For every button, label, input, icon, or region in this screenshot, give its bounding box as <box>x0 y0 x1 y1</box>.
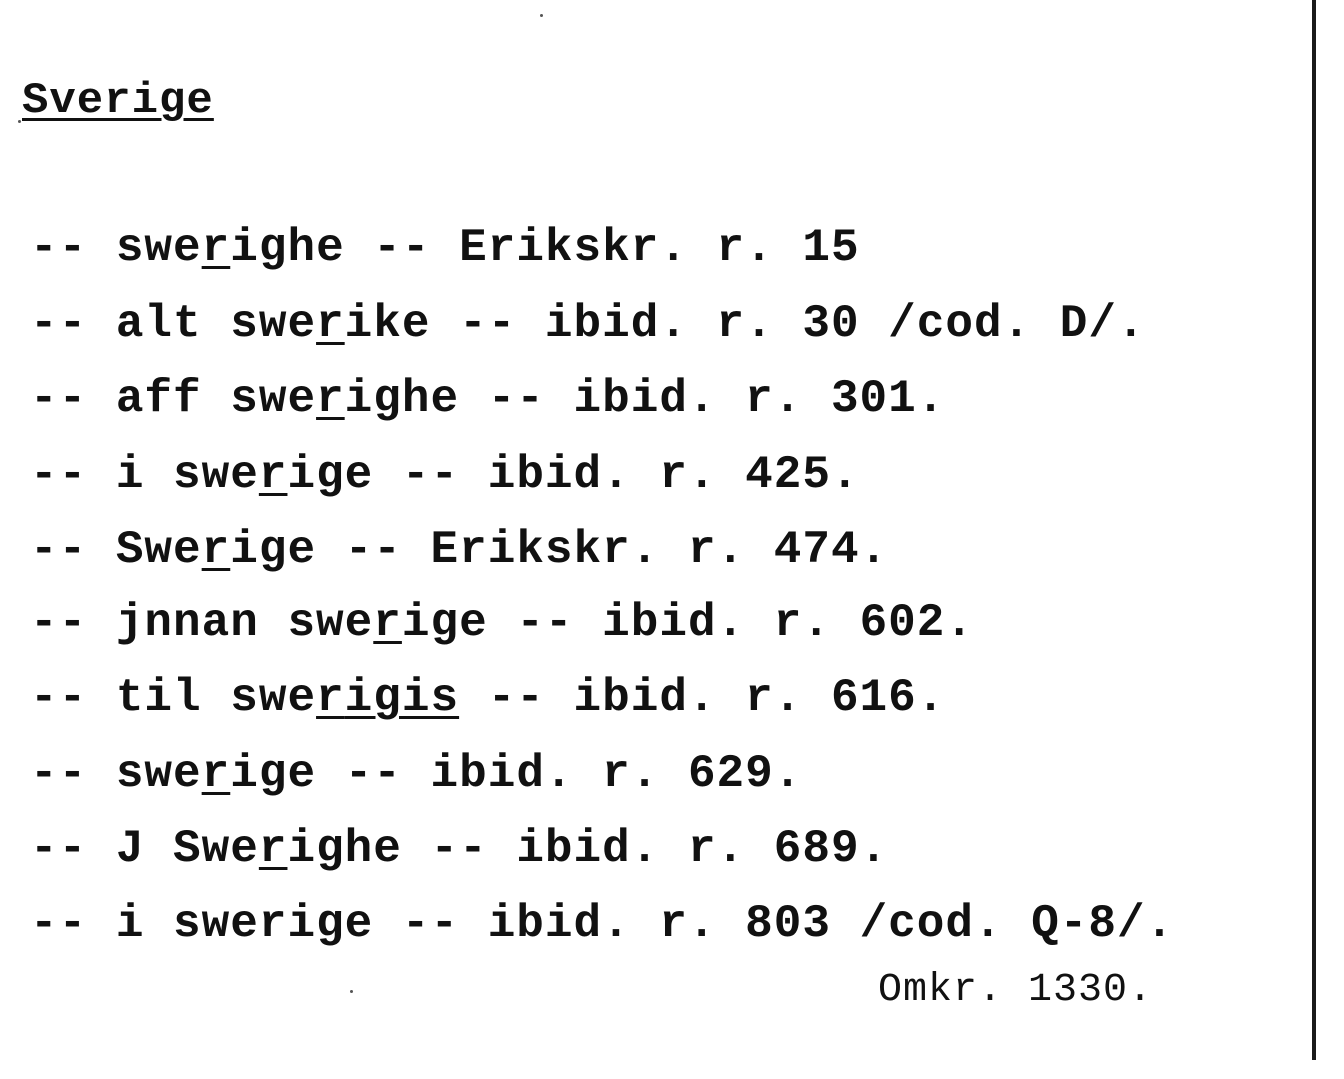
entry-dash: -- <box>30 672 88 724</box>
entry-source: -- ibid. r. 425. <box>401 449 860 501</box>
card-heading: Sverige <box>22 76 214 126</box>
scan-speck <box>18 120 21 123</box>
entry-source: -- Erikskr. r. 474. <box>344 524 889 576</box>
entry-word-post: ige <box>230 524 317 576</box>
entry-word-underlined: r <box>316 298 345 350</box>
entry-source: -- ibid. r. 689. <box>430 823 889 875</box>
scan-speck <box>540 14 543 17</box>
entry-source: -- ibid. r. 30 /cod. D/. <box>459 298 1146 350</box>
entry-word-pre: i swe <box>115 898 259 950</box>
entry-word-post: ige <box>401 597 488 649</box>
entry-row <box>30 597 974 649</box>
entry-dash: -- <box>30 748 88 800</box>
entry-dash: -- <box>30 823 88 875</box>
entry-dash: -- <box>30 524 88 576</box>
entry-dash: -- <box>30 222 88 274</box>
entry-word-underlined: r <box>258 823 288 875</box>
entry-word-post: ighe <box>287 823 402 875</box>
scan-speck <box>350 990 353 993</box>
entry-word-post: igis <box>344 672 460 724</box>
entry-word-underlined: r <box>316 373 345 425</box>
entry-word-post: ige <box>287 449 374 501</box>
entry-word-pre: swe <box>115 748 202 800</box>
entry-source: -- Erikskr. r. 15 <box>373 222 860 274</box>
entry-word-underlined: r <box>201 524 231 576</box>
entry-dash: -- <box>30 898 88 950</box>
entry-word-underlined: r <box>201 222 231 274</box>
entry-word-post: rige <box>258 898 374 950</box>
entry-word-pre: i swe <box>115 449 259 501</box>
entry-row <box>30 748 802 800</box>
entry-word-underlined: r <box>316 672 345 724</box>
entry-dash: -- <box>30 373 88 425</box>
entry-word-post: ike <box>344 298 431 350</box>
entry-row <box>30 449 860 501</box>
entry-dash: -- <box>30 449 88 501</box>
entry-word-pre: alt swe <box>115 298 317 350</box>
entry-word-post: ige <box>230 748 317 800</box>
entry-word-pre: Swe <box>115 524 202 576</box>
entry-source: -- ibid. r. 602. <box>516 597 974 649</box>
entry-row <box>30 898 1174 950</box>
entry-dash: -- <box>30 298 88 350</box>
entry-source: -- ibid. r. 616. <box>487 672 946 724</box>
entry-dash: -- <box>30 597 88 649</box>
entry-word-post: ighe <box>344 373 460 425</box>
entry-source: -- ibid. r. 803 /cod. Q-8/. <box>401 898 1175 950</box>
entry-word-pre: J Swe <box>115 823 259 875</box>
entry-row <box>30 373 945 425</box>
entry-word-pre: jnnan swe <box>115 597 374 649</box>
entry-row <box>30 222 860 274</box>
entry-word-underlined: r <box>201 748 231 800</box>
entry-word-post: ighe <box>230 222 345 274</box>
entry-word-pre: aff swe <box>115 373 317 425</box>
entry-source: -- ibid. r. 629. <box>344 748 803 800</box>
entry-row <box>30 672 945 724</box>
entry-word-pre: swe <box>115 222 202 274</box>
entry-word-underlined: r <box>258 449 288 501</box>
entry-row <box>30 823 888 875</box>
entry-row <box>30 524 888 576</box>
entry-source: -- ibid. r. 301. <box>487 373 946 425</box>
card-edge-line <box>1312 0 1316 1060</box>
date-note: Omkr. 1330. <box>878 968 1154 1013</box>
entry-word-underlined: r <box>373 597 402 649</box>
entry-word-pre: til swe <box>115 672 317 724</box>
entry-row <box>30 298 1146 350</box>
